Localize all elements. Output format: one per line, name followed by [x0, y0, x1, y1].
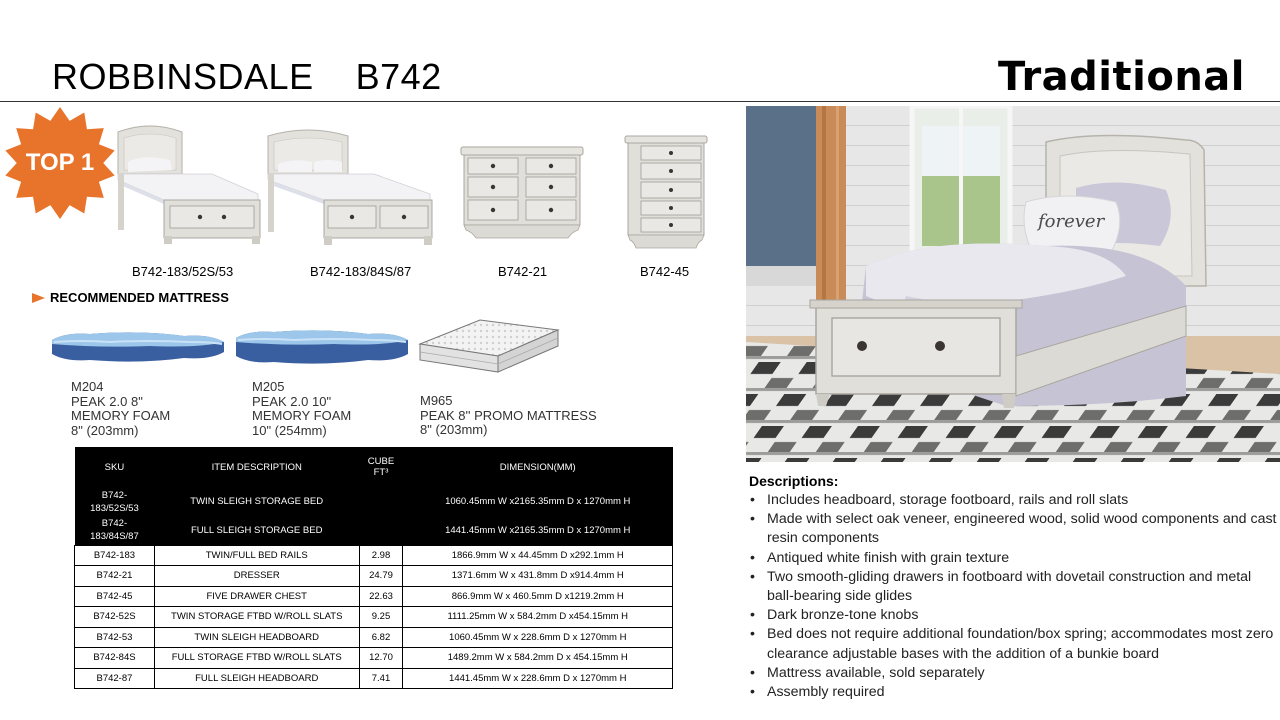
cell-cube: 12.70: [359, 648, 403, 669]
cell-sku: B742-87: [75, 668, 155, 689]
cell-dim: 1060.45mm W x 228.6mm D x 1270mm H: [403, 627, 673, 648]
list-item: • Dark bronze-tone knobs: [749, 606, 1280, 625]
product-sku-chest: B742-45: [640, 264, 690, 279]
memory-foam-mattress-8-image: [50, 326, 226, 368]
cell-desc: FULL STORAGE FTBD W/ROLL SLATS: [154, 648, 359, 669]
cell-desc: TWIN/FULL BED RAILS: [154, 545, 359, 566]
table-row: [75, 545, 673, 566]
table-row: [75, 487, 673, 516]
cell-dim: 1489.2mm W x 584.2mm D x 454.15mm H: [403, 648, 673, 669]
cell-sku: B742-21: [75, 566, 155, 587]
memory-foam-mattress-10-image: [234, 326, 410, 368]
product-sku-twin-bed: B742-183/52S/53: [132, 264, 234, 279]
descriptions-title: Descriptions:: [749, 473, 839, 489]
product-sku-full-bed: B742-183/84S/87: [310, 264, 412, 279]
cell-cube: 9.25: [359, 607, 403, 628]
cell-desc: TWIN SLEIGH HEADBOARD: [154, 627, 359, 648]
header-sku: SKU: [75, 447, 155, 487]
header-cube: CUBE FT³: [359, 447, 403, 487]
list-item: • Mattress available, sold separately: [749, 664, 1280, 683]
cell-dim: 1441.45mm W x 228.6mm D x 1270mm H: [403, 668, 673, 689]
header-rule: [0, 101, 1280, 102]
cell-desc: FULL SLEIGH HEADBOARD: [154, 668, 359, 689]
table-row: [75, 648, 673, 669]
cell-cube: 6.82: [359, 627, 403, 648]
page-title: ROBBINSDALE B742: [52, 56, 442, 97]
table-row: [75, 668, 673, 689]
header-item-description: ITEM DESCRIPTION: [154, 447, 359, 487]
cell-cube: 7.41: [359, 668, 403, 689]
cell-sku: B742-183: [75, 545, 155, 566]
full-sleigh-storage-bed-image: [264, 128, 436, 248]
cell-dim: 1111.25mm W x 584.2mm D x454.15mm H: [403, 607, 673, 628]
recommended-mattress-heading: [32, 290, 229, 305]
descriptions-list: [749, 491, 1280, 702]
dresser-image: [460, 144, 584, 240]
table-row: [75, 586, 673, 607]
table-header-row: [75, 447, 673, 487]
cell-sku: B742-45: [75, 586, 155, 607]
cell-cube: 2.98: [359, 545, 403, 566]
cell-sku: B742-52S: [75, 607, 155, 628]
bedroom-scene-photo: [746, 106, 1280, 462]
cell-dim: 1866.9mm W x 44.45mm D x292.1mm H: [403, 545, 673, 566]
mattress-m965-label: M965 PEAK 8'' PROMO MATTRESS 8" (203mm): [420, 393, 597, 437]
mattress-m205-label: M205 PEAK 2.0 10" MEMORY FOAM 10" (254mm): [252, 379, 352, 438]
five-drawer-chest-image: [624, 134, 708, 250]
cell-desc: FIVE DRAWER CHEST: [154, 586, 359, 607]
pillow-text: forever: [1038, 211, 1105, 232]
product-sku-dresser: B742-21: [498, 264, 548, 279]
top-badge-text: TOP 1: [25, 149, 95, 176]
cell-dim: 1060.45mm W x2165.35mm D x 1270mm H: [403, 487, 673, 516]
cell-dim: 866.9mm W x 460.5mm D x1219.2mm H: [403, 586, 673, 607]
cell-sku: B742- 183/84S/87: [75, 516, 155, 545]
cell-desc: TWIN STORAGE FTBD W/ROLL SLATS: [154, 607, 359, 628]
style-label: Traditional: [998, 54, 1245, 100]
list-item: • Made with select oak veneer, engineered wood, solid wood components and cast resin components: [749, 510, 1280, 548]
cell-cube: 24.79: [359, 566, 403, 587]
cell-desc: TWIN SLEIGH STORAGE BED: [154, 487, 359, 516]
promo-mattress-image: [418, 316, 560, 376]
cell-sku: B742-53: [75, 627, 155, 648]
table-row: [75, 627, 673, 648]
cell-cube: 22.63: [359, 586, 403, 607]
cell-desc: DRESSER: [154, 566, 359, 587]
cell-sku: B742- 183/52S/53: [75, 487, 155, 516]
orange-arrow-icon: [32, 293, 45, 303]
recommended-mattress-label: RECOMMENDED MATTRESS: [50, 290, 229, 305]
list-item: • Bed does not require additional foundation/box spring; accommodates most zero clearance adjustable bases with the addition of a bunkie board: [749, 625, 1280, 663]
cell-dim: 1371.6mm W x 431.8mm D x914.4mm H: [403, 566, 673, 587]
descriptions-section: [749, 473, 1280, 702]
twin-sleigh-storage-bed-image: [112, 124, 264, 246]
cell-cube: [359, 516, 403, 545]
list-item: • Two smooth-gliding drawers in footboard with dovetail construction and metal ball-bearing side glides: [749, 568, 1280, 606]
table-row: [75, 566, 673, 587]
list-item: • Includes headboard, storage footboard, rails and roll slats: [749, 491, 1280, 510]
cell-desc: FULL SLEIGH STORAGE BED: [154, 516, 359, 545]
cell-dim: 1441.45mm W x2165.35mm D x 1270mm H: [403, 516, 673, 545]
specifications-table: [74, 447, 673, 689]
cell-cube: [359, 487, 403, 516]
header-dimension: DIMENSION(MM): [403, 447, 673, 487]
list-item: • Assembly required: [749, 683, 1280, 702]
table-row: [75, 516, 673, 545]
cell-sku: B742-84S: [75, 648, 155, 669]
table-row: [75, 607, 673, 628]
list-item: • Antiqued white finish with grain texture: [749, 549, 1280, 568]
mattress-m204-label: M204 PEAK 2.0 8" MEMORY FOAM 8" (203mm): [71, 379, 171, 438]
